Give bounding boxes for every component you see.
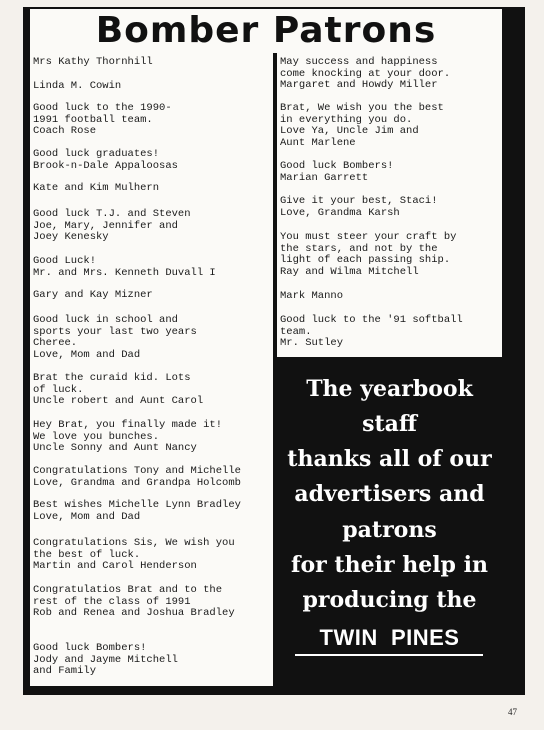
patron-entry: Mark Manno: [280, 290, 344, 302]
patron-entry: Good luck graduates! Brook-n-Dale Appaloosas: [33, 148, 178, 172]
patron-entry: Good luck Bombers! Marian Garrett: [280, 160, 394, 184]
thank-you-line: thanks all of our: [287, 446, 492, 472]
patron-entry: Best wishes Michelle Lynn Bradley Love, Mom and Dad: [33, 499, 241, 523]
patron-entry: Linda M. Cowin: [33, 80, 122, 92]
patron-entry: Brat, We wish you the best in everything you do. Love Ya, Uncle Jim and Aunt Marlene: [280, 102, 444, 149]
thank-you-line: producing the: [302, 587, 477, 613]
patron-entry: Good luck to the 1990- 1991 football team. Coach Rose: [33, 102, 172, 138]
patron-entry: Good luck in school and sports your last two years Cheree. Love, Mom and Dad: [33, 314, 197, 361]
patron-entry: Gary and Kay Mizner: [33, 289, 153, 301]
thank-you-line: The yearbook: [306, 376, 473, 402]
patron-entry: Brat the curaid kid. Lots of luck. Uncle robert and Aunt Carol: [33, 372, 204, 408]
yearbook-name: TWIN PINES: [319, 625, 460, 650]
patron-entry: Mrs Kathy Thornhill: [33, 56, 153, 68]
patron-entry: Good luck T.J. and Steven Joe, Mary, Jennifer and Joey Kenesky: [33, 208, 191, 244]
title-banner: [30, 9, 502, 53]
patron-entry: Kate and Kim Mulhern: [33, 182, 160, 194]
thank-you-panel: [277, 357, 502, 687]
patron-entry: May success and happiness come knocking at your door. Margaret and Howdy Miller: [280, 56, 451, 92]
page-title: Bomber Patrons: [95, 10, 437, 51]
left-patron-column: [30, 53, 273, 686]
patron-entry: Good luck Bombers! Jody and Jayme Mitchell and Family: [33, 642, 178, 678]
thank-you-line: advertisers and: [294, 481, 485, 507]
patron-entry: Congratulations Sis, We wish you the best of luck. Martin and Carol Henderson: [33, 537, 235, 573]
thank-you-line: patrons: [342, 517, 437, 543]
yearbook-name-underline: [295, 654, 483, 656]
patron-entry: Hey Brat, you finally made it! We love you bunches. Uncle Sonny and Aunt Nancy: [33, 419, 223, 455]
patron-entry: Good Luck! Mr. and Mrs. Kenneth Duvall I: [33, 255, 216, 279]
thank-you-line: staff: [362, 411, 417, 437]
patron-entry: Give it your best, Staci! Love, Grandma Karsh: [280, 195, 438, 219]
thank-you-line: for their help in: [291, 552, 488, 578]
patron-entry: Congratulations Tony and Michelle Love, Grandma and Grandpa Holcomb: [33, 465, 241, 489]
right-patron-column: [277, 53, 502, 357]
patron-entry: Good luck to the '91 softball team. Mr. Sutley: [280, 314, 463, 350]
patron-entry: You must steer your craft by the stars, and not by the light of each passing ship. Ray and Wilma Mitchell: [280, 231, 457, 278]
patron-entry: Congratulatios Brat and to the rest of the class of 1991 Rob and Renea and Joshua Bradley: [33, 584, 235, 620]
page-number: 47: [508, 707, 517, 717]
